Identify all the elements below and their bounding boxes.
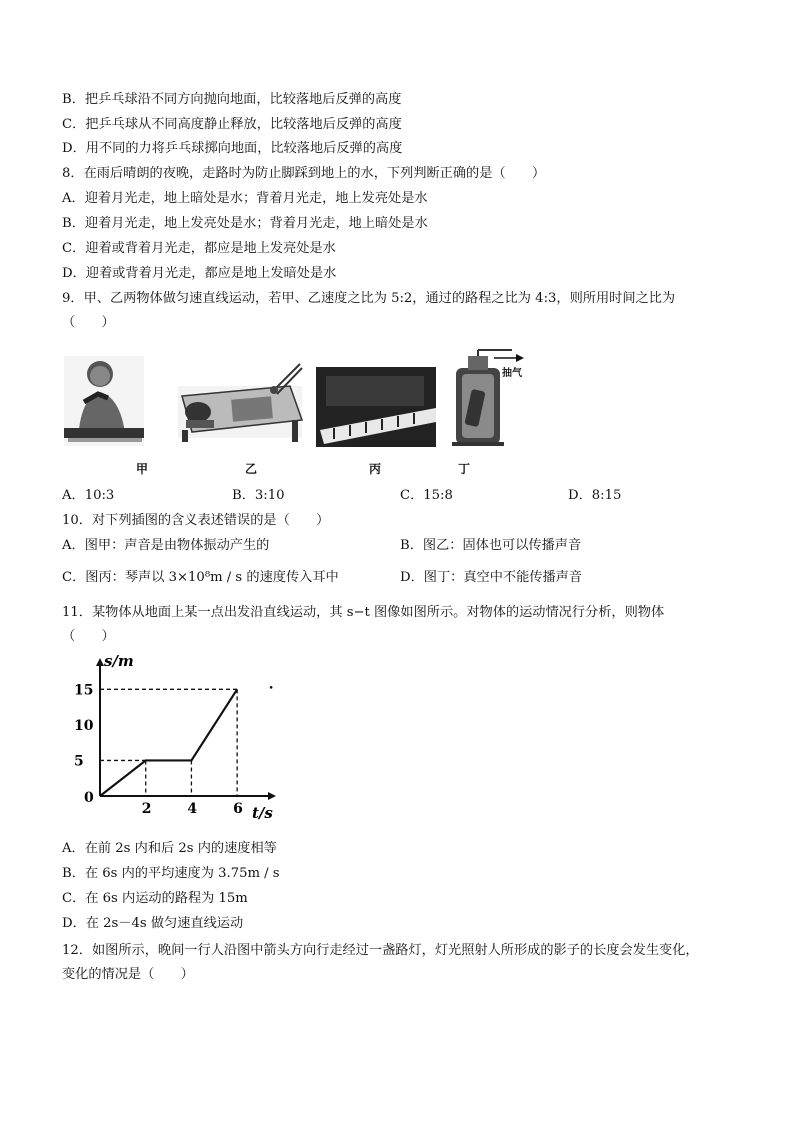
q9-option-b: B．3:10	[232, 488, 285, 503]
q9-option-c: C．15:8	[400, 488, 453, 503]
y-tick-label: 15	[74, 682, 94, 699]
x-axis-label: t/s	[252, 804, 273, 822]
q8-option-b: B．迎着月光走，地上发亮处是水；背着月光走，地上暗处是水	[62, 216, 428, 231]
q9-option-a: A．10:3	[62, 488, 115, 503]
x-tick-label: 4	[187, 801, 198, 817]
q10-stem: 10．对下列插图的含义表述错误的是（ ）	[62, 513, 330, 528]
q7-option-d: D．用不同的力将乒乓球掷向地面，比较落地后反弹的高度	[62, 141, 403, 156]
s-t-graph	[70, 652, 273, 826]
scan-dot	[270, 686, 273, 689]
y-tick-label: 5	[74, 753, 84, 770]
q7-option-c: C．把乒乓球从不同高度静止释放，比较落地后反弹的高度	[62, 117, 402, 132]
y-axis-label: s/m	[104, 652, 134, 670]
y-axis-arrow	[96, 658, 104, 666]
figure-jia-person	[64, 356, 144, 446]
figure-yi-table	[178, 364, 302, 442]
caption-ding: 丁	[458, 462, 471, 476]
pump-label: 抽气	[502, 368, 522, 379]
x-axis-arrow	[268, 792, 276, 800]
q12-stem: 12．如图所示，晚间一行人沿图中箭头方向行走经过一盏路灯，灯光照射人所形成的影子的长度会发生变化，	[62, 943, 699, 958]
y-tick-label: 10	[74, 717, 94, 734]
x-tick-label: 6	[233, 801, 243, 817]
q10-figures	[64, 346, 524, 482]
q11-stem-paren: （ ）	[62, 629, 115, 644]
q10-option-b: B．图乙：固体也可以传播声音	[400, 538, 582, 553]
q11-stem: 11．某物体从地面上某一点出发沿直线运动，其 s−t 图像如图所示。对物体的运动情况行分析，则物体	[62, 605, 665, 620]
q8-option-c: C．迎着或背着月光走，都应是地上发亮处是水	[62, 241, 336, 256]
caption-jia: 甲	[136, 462, 149, 476]
x-tick-label: 2	[141, 801, 152, 817]
q8-option-d: D．迎着或背着月光走，都应是地上发暗处是水	[62, 266, 337, 281]
q7-option-b: B．把乒乓球沿不同方向抛向地面，比较落地后反弹的高度	[62, 92, 402, 107]
q11-option-c: C．在 6s 内运动的路程为 15m	[62, 891, 248, 906]
caption-yi: 乙	[245, 462, 258, 476]
q9-stem-paren: （ ）	[62, 315, 115, 330]
q12-stem-2: 变化的情况是（ ）	[62, 967, 194, 982]
q9-stem: 9．甲、乙两物体做匀速直线运动，若甲、乙速度之比为 5:2，通过的路程之比为 4:3，则所用时间之比为	[62, 291, 676, 306]
q11-option-d: D．在 2s－4s 做匀速直线运动	[62, 916, 244, 931]
caption-bing: 丙	[369, 462, 382, 476]
q10-option-a: A．图甲：声音是由物体振动产生的	[62, 538, 270, 553]
series-line	[100, 689, 237, 796]
tick-label-origin: 0	[84, 790, 94, 806]
q9-option-d: D．8:15	[568, 488, 622, 503]
q8-option-a: A．迎着月光走，地上暗处是水；背着月光走，地上发亮处是水	[62, 191, 428, 206]
q11-option-b: B．在 6s 内的平均速度为 3.75m / s	[62, 866, 280, 881]
q11-option-a: A．在前 2s 内和后 2s 内的速度相等	[62, 841, 277, 856]
q10-option-d: D．图丁：真空中不能传播声音	[400, 570, 583, 585]
figure-bing-piano	[316, 367, 436, 447]
s-t-graph-svg	[70, 652, 273, 826]
q10-figures-svg	[64, 346, 524, 482]
q8-stem: 8．在雨后晴朗的夜晚，走路时为防止脚踩到地上的水，下列判断正确的是（ ）	[62, 166, 546, 181]
q10-option-c: C．图丙：琴声以 3×10⁸m / s 的速度传入耳中	[62, 570, 339, 585]
